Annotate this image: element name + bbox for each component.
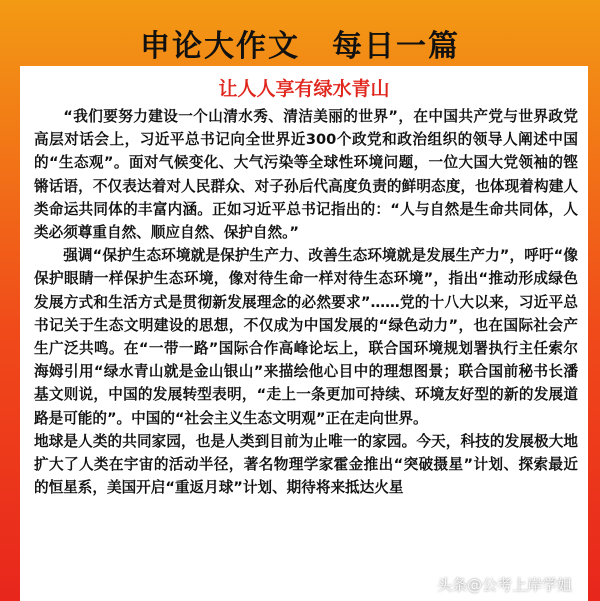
article-title: 让人人享有绿水青山	[218, 78, 390, 100]
paragraph-3: 地球是人类的共同家园，也是人类到目前为止唯一的家园。今天，科技的发展极大地扩大了人类在宇宙的活动半径，著名物理学家霍金推出“突破摄星”计划、探索最近的恒星系，美国开启“重返月球”计划、期待将来抵达火星	[34, 432, 578, 497]
paragraph-1: “我们要努力建设一个山清水秀、清洁美丽的世界”，在中国共产党与世界政党高层对话会上，习近平总书记向全世界近300个政党和政治组织的领导人阐述中国的“生态观”。面对气候变化、大气污染等全球性环境问题，一位大国大党领袖的铿锵话语，不仅表达着对人民群众、对子孙后代高度负责的鲜明态度，也体现着构建人类命运共同体的丰富内涵。正如习近平总书记指出的：“人与自然是生命共同体，人类必须尊重自然、顺应自然、保护自然。”	[34, 108, 578, 242]
page-title: 申论大作文 每日一篇	[140, 29, 460, 64]
paragraph-2: 强调“保护生态环境就是保护生产力、改善生态环境就是发展生产力”，呼吁“像保护眼睛一样保护生态环境，像对待生命一样对待生态环境”，指出“推动形成绿色发展方式和生活方式是贯彻新发展理念的必然要求”……党的十八大以来，习近平总书记关于生态文明建设的思想，不仅成为中国发展的“绿色动力”，也在国际社会产生广泛共鸣。在“一带一路”国际合作高峰论坛上，联合国环境规划署执行主任索尔海姆引用“绿水青山就是金山银山”来描绘他心目中的理想图景；联合国前秘书长潘基文则说，中国的发展转型表明，“走上一条更加可持续、环境友好型的新的发展道路是可能的”。中国的“社会主义生态文明观”正在走向世界。	[34, 247, 578, 427]
watermark-text: 头条@公考上岸学姐	[436, 576, 572, 594]
article-body	[20, 105, 588, 499]
toutiao-logo-icon	[417, 577, 433, 593]
article-panel	[20, 66, 588, 601]
watermark	[417, 574, 572, 595]
